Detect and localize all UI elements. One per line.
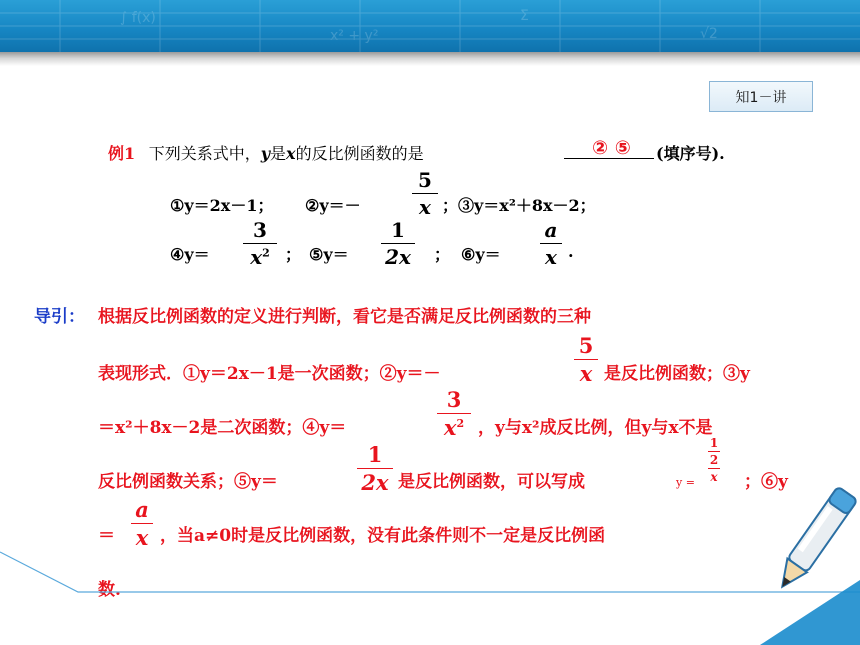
footer-line bbox=[0, 552, 860, 592]
svg-text:Σ: Σ bbox=[520, 8, 529, 24]
guide-fraction-a-over-x: a x bbox=[131, 499, 153, 548]
guide-line-4b: 是反比例函数，可以写成 bbox=[398, 472, 585, 492]
option-1: ①y＝2x－1； bbox=[170, 196, 274, 215]
guide-line-3b: ，y与x²成反比例，但y与x不是 bbox=[478, 418, 713, 438]
example-question: 例1 下列关系式中，y是x的反比例函数的是 bbox=[108, 144, 424, 163]
fraction-1-over-2x: 1 2x bbox=[381, 220, 415, 267]
guide-line-4a: 反比例函数关系；⑤y＝ bbox=[98, 472, 278, 492]
header-banner bbox=[0, 0, 860, 52]
option-5: ⑤y＝ bbox=[309, 245, 349, 264]
guide-small-fraction: 1 2 x bbox=[709, 436, 719, 484]
svg-text:√2: √2 bbox=[700, 26, 718, 42]
guide-fraction-1-over-2x: 1 2x bbox=[357, 444, 393, 493]
guide-line-2b: 是反比例函数；③y bbox=[604, 364, 750, 384]
option-4: ④y＝ bbox=[170, 245, 210, 264]
example-label: 例1 bbox=[108, 144, 136, 163]
svg-text:x² + y²: x² + y² bbox=[330, 28, 379, 44]
decorative-footer bbox=[0, 540, 860, 645]
guide-small-eq: y = bbox=[676, 476, 695, 489]
fraction-3-over-x2: 3 $x^2$ bbox=[243, 220, 277, 267]
guide-line-4c: ；⑥y bbox=[744, 472, 788, 492]
guide-line-2a: 表现形式．①y＝2x－1是一次函数；②y＝－ bbox=[98, 364, 441, 384]
guide-line-3a: ＝x²＋8x－2是二次函数；④y＝ bbox=[98, 418, 347, 438]
guide-line-6: 数. bbox=[98, 580, 121, 600]
fraction-5-over-x: 5 x bbox=[412, 170, 438, 217]
option-6: ⑥y＝ bbox=[461, 245, 501, 264]
answer-text: ② ⑤ bbox=[592, 137, 631, 159]
section-badge: 知1－讲 bbox=[709, 81, 813, 112]
guide-line-5a: ＝ bbox=[98, 526, 115, 546]
svg-text:∫ f(x): ∫ f(x) bbox=[120, 10, 156, 26]
guide-fraction-5-over-x: 5 x bbox=[574, 335, 598, 384]
fill-hint: (填序号). bbox=[656, 144, 725, 163]
guide-line-1: 根据反比例函数的定义进行判断，看它是否满足反比例函数的三种 bbox=[98, 307, 591, 327]
guide-line-5b: ，当a≠0时是反比例函数，没有此条件则不一定是反比例函 bbox=[160, 526, 606, 546]
banner-pattern bbox=[0, 0, 860, 52]
pen-icon bbox=[770, 475, 860, 605]
header-shadow bbox=[0, 52, 860, 66]
option-2: ②y＝－ bbox=[305, 196, 361, 215]
fraction-a-over-x: a x bbox=[540, 220, 562, 267]
option-3: ；③y＝x²＋8x－2； bbox=[442, 196, 596, 215]
guide-label: 导引： bbox=[34, 307, 85, 327]
guide-fraction-3-over-x2: 3 $x^2$ bbox=[437, 389, 471, 438]
